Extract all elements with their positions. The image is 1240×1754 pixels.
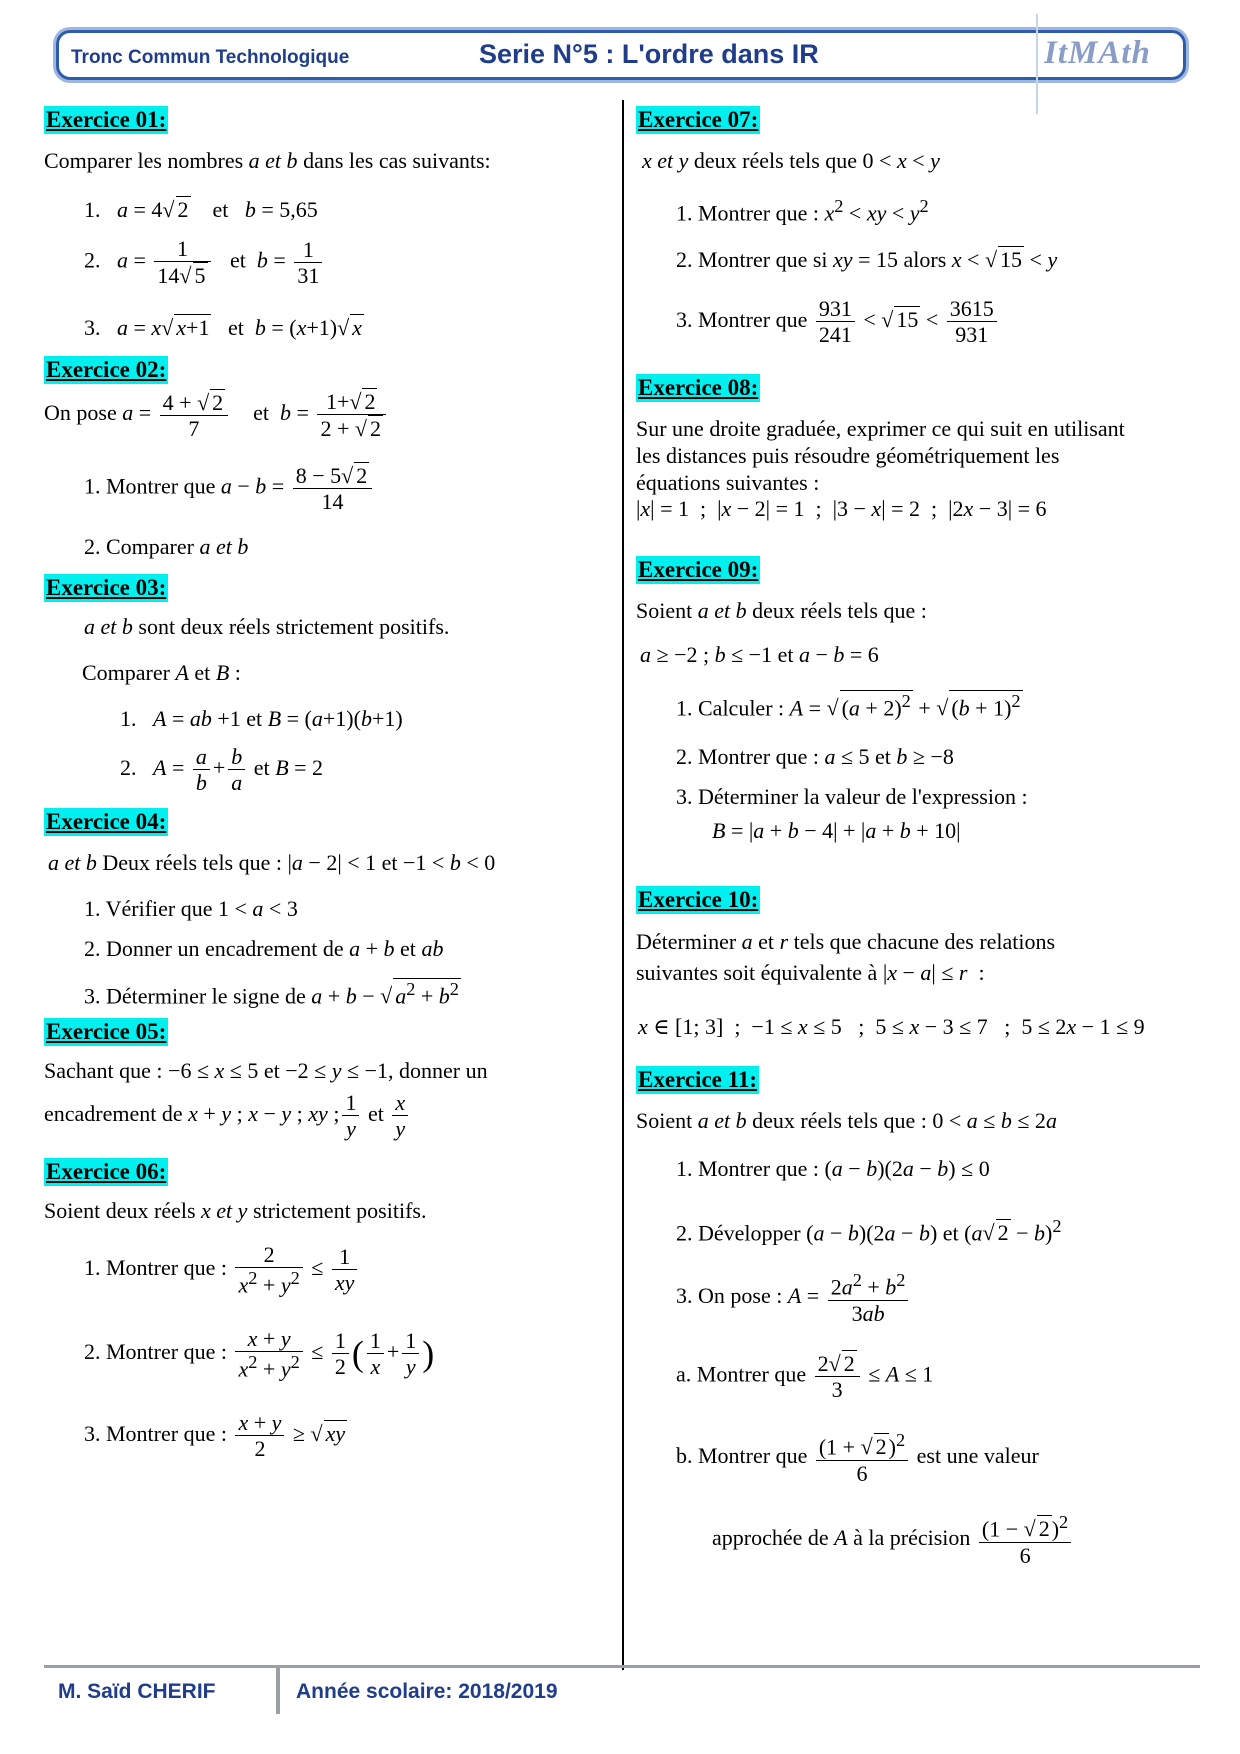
footer-line: [44, 1665, 1200, 1668]
ex04-q3: 3. Déterminer le signe de a + b − √ $a^2 + b^2$: [84, 978, 461, 1010]
ex03-item1: 1. A = ab +1 et B = (a+1)(b+1): [120, 706, 403, 731]
ex04-title: Exercice 04:: [46, 809, 167, 834]
ex09-conditions: a ≥ −2 ; b ≤ −1 et a − b = 6: [640, 642, 879, 667]
ex02-def: On pose a = $\frac{4 + √ 2}{7}$ et b = $\frac{1+√ 2}{2 + √ 2}$: [44, 388, 389, 442]
ex04-q2: 2. Donner un encadrement de a + b et ab: [84, 936, 444, 961]
ex06-q3: 3. Montrer que : $\frac{x + y}{2}$ ≥ √ xy: [84, 1410, 347, 1462]
ex01-title: Exercice 01:: [46, 107, 167, 132]
ex02-title: Exercice 02:: [46, 357, 167, 382]
ex11-q1: 1. Montrer que : (a − b)(2a − b) ≤ 0: [676, 1156, 990, 1181]
ex07-q1: 1. Montrer que : $x^2$ < xy < $y^2$: [676, 196, 929, 226]
ex02-q2: 2. Comparer a et b: [84, 534, 249, 559]
ex11-intro: Soient a et b deux réels tels que : 0 < a ≤ b ≤ 2a: [636, 1108, 1057, 1133]
ex08-equations: |x| = 1 ; |x − 2| = 1 ; |3 − x| = 2 ; |2x − 3| = 6: [636, 496, 1047, 522]
ex08-title: Exercice 08:: [638, 375, 759, 400]
ex07-q3: 3. Montrer que $\frac{931}{241}$ < √ 15 < $\frac{3615}{931}$: [676, 296, 1000, 348]
ex06-q1: 1. Montrer que : $\frac{2}{x^2 + y^2}$ ≤ $\frac{1}{xy}$: [84, 1242, 360, 1298]
ex11-title: Exercice 11:: [638, 1067, 757, 1092]
ex05-title: Exercice 05:: [46, 1019, 167, 1044]
ex11-qa: a. Montrer que $\frac{2√ 2}{3}$ ≤ A ≤ 1: [676, 1350, 933, 1403]
ex07-q2: 2. Montrer que si xy = 15 alors x < √ 15 < y: [676, 246, 1057, 273]
ex04-intro: a et b Deux réels tels que : |a − 2| < 1 et −1 < b < 0: [48, 850, 496, 875]
ex06-intro: Soient deux réels x et y strictement positifs.: [44, 1198, 427, 1223]
ex10-title: Exercice 10:: [638, 887, 759, 912]
ex09-title: Exercice 09:: [638, 557, 759, 582]
ex01-intro: Comparer les nombres a et b dans les cas suivants:: [44, 148, 491, 173]
ex01-item2: 2. a = $\frac{1}{14√ 5}$ et b = $\frac{1}{31}$: [84, 236, 325, 289]
ex11-qb-line2: approchée de A à la précision $\frac{(1 - √ 2)^2}{6}$: [712, 1512, 1074, 1568]
ex05-line2: encadrement de x + y ; x − y ; xy ; $\frac{1}{y}$ et $\frac{x}{y}$: [44, 1090, 411, 1142]
ex07-title: Exercice 07:: [638, 107, 759, 132]
header-level: Tronc Commun Technologique: [71, 47, 350, 68]
ex05-line1: Sachant que : −6 ≤ x ≤ 5 et −2 ≤ y ≤ −1, donner un: [44, 1058, 488, 1083]
ex11-q3: 3. On pose : A = $\frac{2a^2 + b^2}{3ab}$: [676, 1270, 911, 1326]
ex09-q1: 1. Calculer : A = √ $(a + 2)^2$ + √ $(b + 1)^2$: [676, 690, 1023, 722]
ex08-text: Sur une droite graduée, exprimer ce qui suit en utilisant les distances puis résoudre géométriquement les équations suivantes : |x| = 1 ; |x − 2| = 1 ; |3 − x| = 2 ; |2x − 3| = 6: [636, 416, 1125, 522]
page-title: Serie N°5 : L'ordre dans IR: [479, 39, 819, 69]
ex11-q2: 2. Développer (a − b)(2a − b) et (a√ 2 − b)$^2$: [676, 1216, 1061, 1247]
ex04-q1: 1. Vérifier que 1 < a < 3: [84, 896, 298, 921]
ex01-item3: 3. a = x√ x+1 et b = (x+1)√ x: [84, 314, 364, 341]
ex03-intro: a et b sont deux réels strictement positifs.: [84, 614, 450, 639]
ex11-qb: b. Montrer que $\frac{(1 + √ 2)^2}{6}$ est une valeur: [676, 1430, 1039, 1486]
logo: ItMAth: [1044, 35, 1151, 71]
footer-separator: [276, 1668, 280, 1714]
ex03-title: Exercice 03:: [46, 575, 167, 600]
ex06-q2: 2. Montrer que : $\frac{x + y}{x^2 + y^2}$ ≤ $\frac{1}{2}$ ( $\frac{1}{x}$ + $\frac{1}{y}$ ): [84, 1326, 435, 1382]
column-divider: [622, 100, 624, 1670]
ex07-intro: x et y deux réels tels que 0 < x < y: [642, 148, 940, 173]
page-header: [56, 30, 1186, 80]
ex10-relations: x ∈ [1; 3] ; −1 ≤ x ≤ 5 ; 5 ≤ x − 3 ≤ 7 ; 5 ≤ 2x − 1 ≤ 9: [638, 1014, 1145, 1039]
ex01-item1: 1. a = 4√ 2 et b = 5,65: [84, 196, 318, 223]
ex06-title: Exercice 06:: [46, 1159, 167, 1184]
ex10-text: Déterminer a et r tels que chacune des relations suivantes soit équivalente à |x − a| ≤ r :: [636, 929, 1056, 986]
ex03-compare: Comparer A et B :: [82, 660, 241, 685]
ex09-intro: Soient a et b deux réels tels que :: [636, 598, 927, 623]
logo-bar: [1036, 14, 1038, 114]
ex02-q1: 1. Montrer que a − b = $\frac{8 - 5√ 2}{14}$: [84, 462, 375, 515]
footer-author: M. Saïd CHERIF: [58, 1680, 216, 1703]
ex09-q2: 2. Montrer que : a ≤ 5 et b ≥ −8: [676, 744, 954, 769]
footer-year: Année scolaire: 2018/2019: [296, 1680, 558, 1703]
ex09-q3: 3. Déterminer la valeur de l'expression :: [676, 784, 1028, 809]
ex03-item2: 2. A = $\frac{a}{b}$ + $\frac{b}{a}$ et B = 2: [120, 744, 324, 796]
ex09-q3-expr: B = |a + b − 4| + |a + b + 10|: [712, 818, 961, 843]
